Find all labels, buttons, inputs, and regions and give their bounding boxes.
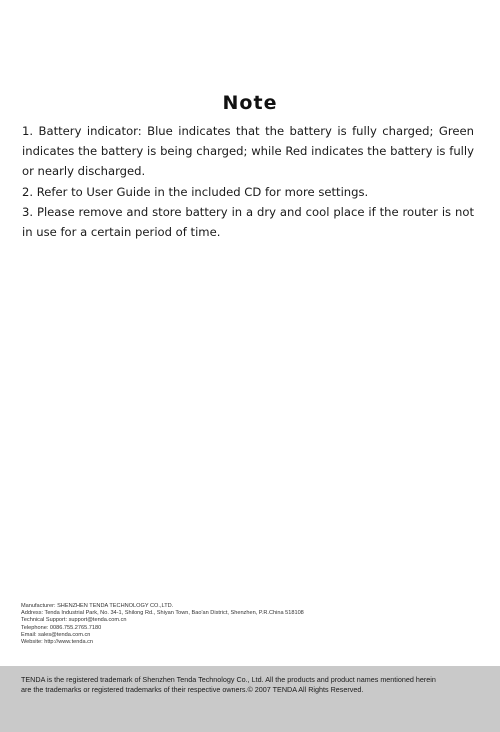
- note-item-battery-storage: 3. Please remove and store battery in a dry and cool place if the router is not in use for a certain period of time.: [22, 204, 474, 240]
- email-line: Email: sales@tenda.com.cn: [21, 631, 91, 638]
- manufacturer-line: Manufacturer: SHENZHEN TENDA TECHNOLOGY CO.,LTD.: [21, 603, 174, 609]
- manufacturer-info: [21, 603, 481, 646]
- website-line: Website: http://www.tenda.cn: [21, 639, 94, 646]
- notes-list: [22, 121, 474, 242]
- note-item-user-guide: 2. Refer to User Guide in the included CD for more settings.: [22, 184, 369, 199]
- trademark-notice: [21, 675, 481, 695]
- note-item-battery-indicator: 1. Battery indicator: Blue indicates that the battery is fully charged; Green indicates the battery is being charged; while Red indicates the battery is fully or nearly discharged.: [22, 124, 474, 179]
- trademark-band: [0, 666, 500, 732]
- page-title: Note: [222, 92, 278, 114]
- address-line: Address: Tenda Industrial Park, No. 34-1, Shilong Rd., Shiyan Town, Bao'an District, Shenzhen, P.R.China 518108: [21, 610, 304, 617]
- support-line: Technical Support: support@tenda.com.cn: [21, 617, 127, 624]
- trademark-line-2: are the trademarks or registered trademarks of their respective owners.© 2007 TENDA All Rights Reserved.: [21, 685, 364, 694]
- trademark-line-1: TENDA is the registered trademark of Shenzhen Tenda Technology Co., Ltd. All the products and product names mentioned herein: [21, 675, 436, 684]
- telephone-line: Telephone: 0086.755.2765.7180: [21, 624, 102, 631]
